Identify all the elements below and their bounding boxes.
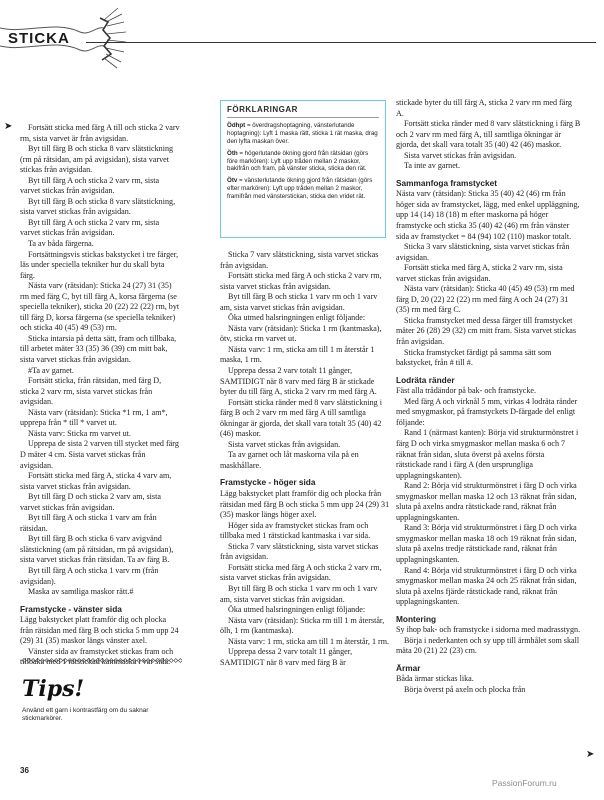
paragraph: Lägg bakstycket platt framför dig och plocka från rätsidan med färg B och sticka 5 mm upp 24 (29) 31 (35) maskor längs vänster axel. <box>20 615 179 646</box>
paragraph: Fäst alla trådändor på bak- och framstycke. <box>396 386 537 396</box>
paragraph: Ta av garnet och låt maskorna vila på en maskhållare. <box>220 450 359 470</box>
divider-diamond <box>128 659 132 663</box>
divider-diamond <box>100 659 104 663</box>
divider-diamond <box>45 659 49 663</box>
divider-diamond <box>40 659 44 663</box>
explanations-title: FÖRKLARINGAR <box>227 105 298 114</box>
paragraph: Nästa varv (rätsidan): Sticka rm till 1 m återstår, ölh, 1 rm (kantmaska). <box>220 615 385 636</box>
header-bar <box>0 0 604 70</box>
divider-diamond <box>151 659 155 663</box>
divider-diamond <box>59 659 63 663</box>
definition: = vänsterlutande ökning gjord från rätsidan (görs efter markören): Lyft upp tråden mellan 2 maskor, framifrån med vänsterstickan, sticka den vridet rät. <box>227 177 373 201</box>
divider-diamond <box>68 659 72 663</box>
paragraph: Rand 1 (närmast kanten): Börja vid strukturmönstret i färg D och virka smygmaskor mellan maska 6 och 7 räknat från sidan, sluta överst på axelns första rätstickade rand i färg A (den ursprungliga upplagningskanten). <box>396 428 579 480</box>
divider-diamond <box>50 659 54 663</box>
diamond-divider <box>20 658 182 663</box>
paragraph: Byt till färg B och sticka 1 varv rm och 1 varv am, sista varvet stickas från avigsidan. <box>220 292 378 312</box>
continue-to-arrow-icon: ➤ <box>586 749 595 760</box>
paragraph: Vänster sida av framstycket stickas fram och tillbaka med 1 rätstickad kantmaska i var sida. <box>20 646 174 667</box>
paragraph: Nästa varv (rätsidan): Sticka 24 (27) 31 (35) rm med färg C, byt till färg A, korsa färgerna (se speciella tekniker), sticka 20 (22) 22 (22) rm, byt till färg D, korsa färgerna (se speciella tekniker) och sticka 40 (45) 49 (53) rm. <box>20 281 180 333</box>
paragraph: Med färg A och virknål 5 mm, virkas 4 lodräta ränder med smygmaskor, på framstyckets D-färgade del enligt följande: <box>396 396 578 427</box>
divider-diamond <box>96 659 100 663</box>
paragraph: Upprepa dessa 2 varv totalt 11 gånger, SAMTIDIGT när 8 varv med färg B är <box>220 647 353 667</box>
explanations-box <box>220 100 386 238</box>
paragraph: Nästa varv (rätsidan): Sticka 40 (45) 49 (53) rm med färg D, 20 (22) 22 (22) rm med färg A och 24 (27) 31 (35) rm med färg C. <box>396 284 575 315</box>
divider-diamond <box>178 659 182 663</box>
paragraph: Öka utmed halsringningen enligt följande: <box>228 605 366 615</box>
divider-diamond <box>132 659 136 663</box>
paragraph: Byt till färg B och sticka 8 varv slätstickning, sista varvet stickas från avigsidan. <box>20 196 176 217</box>
column-2 <box>220 250 390 668</box>
paragraph: Fortsätt sticka med färg A till och sticka 2 varv rm, sista varvet är från avigsidan. <box>20 123 180 143</box>
divider-diamond <box>137 659 141 663</box>
paragraph: Upprepa dessa 2 varv totalt 11 gånger, SAMTIDIGT när 8 varv med färg B är stickade byter du till färg A, sticka 2 varv rm med färg A. <box>220 366 377 397</box>
paragraph: Byt till färg A och sticka 2 varv rm, sista varvet stickas från avigsidan. <box>20 217 160 238</box>
paragraph: Börja överst på axeln och plocka från <box>404 684 526 694</box>
paragraph: Rand 3: Börja vid strukturmönstret i färg D och virka smygmaskor mellan maska 18 och 19 räknat från sidan, sluta på axelns tredje rätstickade rand, räknat från upplagningskanten. <box>396 523 577 564</box>
section-heading: Framstycke - vänster sida <box>20 603 122 614</box>
paragraph: Nästa varv: Sticka rm varvet ut. <box>28 428 131 438</box>
section-heading: Framstycke - höger sida <box>220 477 316 488</box>
divider-diamond <box>31 659 35 663</box>
divider-diamond <box>165 659 169 663</box>
divider-diamond <box>27 659 31 663</box>
paragraph: Fortsätt sticka med färg A, sticka 4 varv am, sista varvet stickas från avigsidan. <box>20 471 172 491</box>
divider-diamond <box>36 659 40 663</box>
paragraph: Nästa varv (rätsidan): Sticka *1 rm, 1 am*, upprepa från * till * varvet ut. <box>20 407 168 428</box>
term: Ödhpt <box>227 121 246 129</box>
paragraph: Fortsätt sticka, från rätsidan, med färg D, sticka 2 varv rm, sista varvet stickas från avigsidan. <box>20 376 162 407</box>
paragraph: Sticka framstycket med dessa färger till framstycket mäter 26 (28) 29 (32) cm mitt fram. Sista varvet stickas från avigsidan. <box>396 315 577 347</box>
paragraph: Fortsätt sticka med färg A, sticka 2 varv rm, sista varvet stickas från avigsidan. <box>396 263 563 283</box>
column-1 <box>20 123 180 668</box>
section-title: STICKA <box>8 30 70 47</box>
divider-diamond <box>119 659 123 663</box>
divider-diamond <box>105 659 109 663</box>
paragraph: Lägg bakstycket platt framför dig och plocka från rätsidan med färg B och sticka 5 mm upp 24 (29) 31 (35) maskor längs höger axel. <box>220 489 390 520</box>
paragraph: Ta inte av garnet. <box>404 161 461 171</box>
paragraph: Börja i nederkanten och sy upp till ärmhålet som skall mäta 20 (21) 22 (23) cm. <box>396 635 580 656</box>
paragraph: Sy ihop bak- och framstycke i sidorna med madrasstygn. <box>396 625 581 635</box>
paragraph: Nästa varv: 1 rm, sticka am till 1 m återstår, 1 rm. <box>228 636 390 646</box>
divider-diamond <box>63 659 67 663</box>
yarn-skein-illustration <box>0 0 604 70</box>
paragraph: Fortsättningsvis stickas bakstycket i tre färger, läs under speciella tekniker hur du skall byta färg. <box>20 249 179 280</box>
section-heading: Lodräta ränder <box>396 374 455 385</box>
paragraph: Nästa varv (rätsidan): Sticka 1 rm (kantmaska), ötv, sticka rm varvet ut. <box>220 323 382 344</box>
paragraph: Höger sida av framstycket stickas fram och tillbaka med 1 rätstickad kantmaska i var sida. <box>220 520 371 541</box>
paragraph: Fortsätt sticka med färg A och sticka 2 varv rm, sista varvet stickas från avigsidan. <box>220 271 382 291</box>
divider-diamond <box>114 659 118 663</box>
divider-diamond <box>73 659 77 663</box>
divider-diamond <box>174 659 178 663</box>
paragraph: Öka utmed halsringningen enligt följande: <box>228 313 366 323</box>
section-heading: Sammanfoga framstycket <box>396 177 497 188</box>
paragraph: Byt till färg A och sticka 1 varv am från rätsidan. <box>20 513 157 533</box>
paragraph: Sticka 7 varv slätstickning, sista varvet stickas från avigsidan. <box>220 250 379 270</box>
definition: = överdragshoptagning, vänsterlutande hoptagning): Lyft 1 maska rätt, sticka 1 rät maska, drag den lyfta maskan över. <box>227 121 378 145</box>
paragraph: stickade byter du till färg A, sticka 2 varv rm med färg A. <box>396 98 572 118</box>
paragraph: Ta av båda färgerna. <box>28 239 94 249</box>
paragraph: Fortsätt sticka ränder med 8 varv slätstickning i färg B och 2 varv rm med färg A till samtliga ökningar är gjorda, det skall vara totalt 35 (40) 42 (46) maskor. <box>220 397 382 439</box>
paragraph: Nästa varv (rätsidan): Sticka 35 (40) 42 (46) rm från höger sida av framstycket, lägg, med enkel uppläggning, upp 14 (14) 18 (18) m efter maskorna på höger framstycke och sticka 35 (40) 42 (46) rm från vänster sida av framstycket = 84 (94) 102 (110) maskor totalt. <box>396 189 580 241</box>
divider-diamond <box>91 659 95 663</box>
paragraph: Sticka 3 varv slätstickning, sista varvet stickas från avigsidan. <box>396 242 570 262</box>
continue-from-arrow-icon: ➤ <box>4 121 13 132</box>
column-3 <box>396 98 581 696</box>
term: Ötv <box>227 177 238 185</box>
paragraph: Nästa varv: 1 rm, sticka am till 1 m återstår 1 maska, 1 rm. <box>220 344 375 365</box>
paragraph: Maska av samtliga maskor rätt.# <box>28 587 134 597</box>
divider-diamond <box>82 659 86 663</box>
explanation-item <box>227 150 379 174</box>
paragraph: Upprepa de sista 2 varven till stycket med färg D mäter 4 cm. Sista varvet stickas från avigsidan. <box>20 439 179 470</box>
divider-diamond <box>109 659 113 663</box>
divider-diamond <box>77 659 81 663</box>
paragraph: Sticka 7 varv slätstickning, sista varvet stickas från avigsidan. <box>220 541 379 562</box>
paragraph: Sticka framstycket färdigt på samma sätt som bakstycket, från # till #. <box>396 347 552 368</box>
paragraph: Byt till färg D och sticka 2 varv am, sista varvet stickas från avigsidan. <box>20 492 161 512</box>
paragraph: Rand 2: Börja vid strukturmönstret i färg D och virka smygmaskor mellan maska 12 och 13 räknat från sidan, sluta på axelns andra rätstickade rand, räknat från upplagningskanten. <box>396 481 577 522</box>
paragraph: Fortsätt sticka med färg A och sticka 2 varv rm, sista varvet stickas från avigsidan. <box>220 562 382 583</box>
paragraph: Byt till färg B och sticka 6 varv avigvänd slätstickning (am på rätsidan, rm på avigsidan), sista varvet stickas från rätsidan. Ta av färg B. <box>20 534 174 565</box>
divider-diamond <box>169 659 173 663</box>
explanation-item <box>227 177 379 201</box>
divider-diamond <box>155 659 159 663</box>
definition: = högerlutande ökning gjord från rätsidan (görs före markören): Lyft upp tråden mellan 2 maskor, bakifrån och fram, på vänster sticka, sticka den rät. <box>227 149 369 173</box>
divider-diamond <box>160 659 164 663</box>
page-number: 36 <box>20 766 29 775</box>
paragraph: Sticka intarsia på detta sätt, fram och tillbaka, till arbetet mäter 33 (35) 36 (39) cm mitt bak, sista varvet stickas från avigsidan. <box>20 333 177 365</box>
divider-diamond <box>54 659 58 663</box>
paragraph: #Ta av garnet. <box>28 365 74 375</box>
divider-diamond <box>86 659 90 663</box>
divider-diamond <box>142 659 146 663</box>
explanations-rule <box>227 117 379 118</box>
paragraph: Byt till färg B och sticka 8 varv slätstickning (rm på rätsidan, am på avigsidan), sista varvet stickas från avigsidan. <box>20 144 174 175</box>
paragraph: Båda ärmar stickas lika. <box>396 674 474 684</box>
paragraph: Byt till färg B och sticka 1 varv rm och 1 varv am, sista varvet stickas från avigsidan. <box>220 583 378 604</box>
explanation-item <box>227 122 379 146</box>
paragraph: Fortsätt sticka ränder med 8 varv slätstickning i färg B och 2 varv rm med färg A, till samtliga ökningar är gjorda, det skall vara totalt 35 (40) 42 (46) maskor. <box>396 119 581 150</box>
paragraph: Sista varvet stickas från avigsidan. <box>404 150 517 160</box>
credit-watermark: PassionForum.ru <box>492 778 557 788</box>
divider-diamond <box>22 659 26 663</box>
term: Öth <box>227 149 238 157</box>
paragraph: Byt till färg A och sticka 1 varv rm (från avigsidan). <box>20 565 159 586</box>
section-heading: Ärmar <box>396 662 421 673</box>
divider-diamond <box>123 659 127 663</box>
paragraph: Sista varvet stickas från avigsidan. <box>228 439 341 449</box>
tips-title: Tips! <box>22 676 85 702</box>
paragraph: Byt till färg A och sticka 2 varv rm, sista varvet stickas från avigsidan. <box>20 175 160 196</box>
divider-diamond <box>146 659 150 663</box>
paragraph: Rand 4: Börja vid strukturmönstret i färg D och virka smygmaskor mellan maska 24 och 25 räknat från sidan, sluta på axelns fjärde rätstickade rand, räknat från upplagningskanten. <box>396 565 577 607</box>
tips-text: Använd ett garn i kontrastfärg om du saknar stickmarkörer. <box>22 707 149 723</box>
section-heading: Montering <box>396 613 437 624</box>
header-rule <box>86 42 596 43</box>
